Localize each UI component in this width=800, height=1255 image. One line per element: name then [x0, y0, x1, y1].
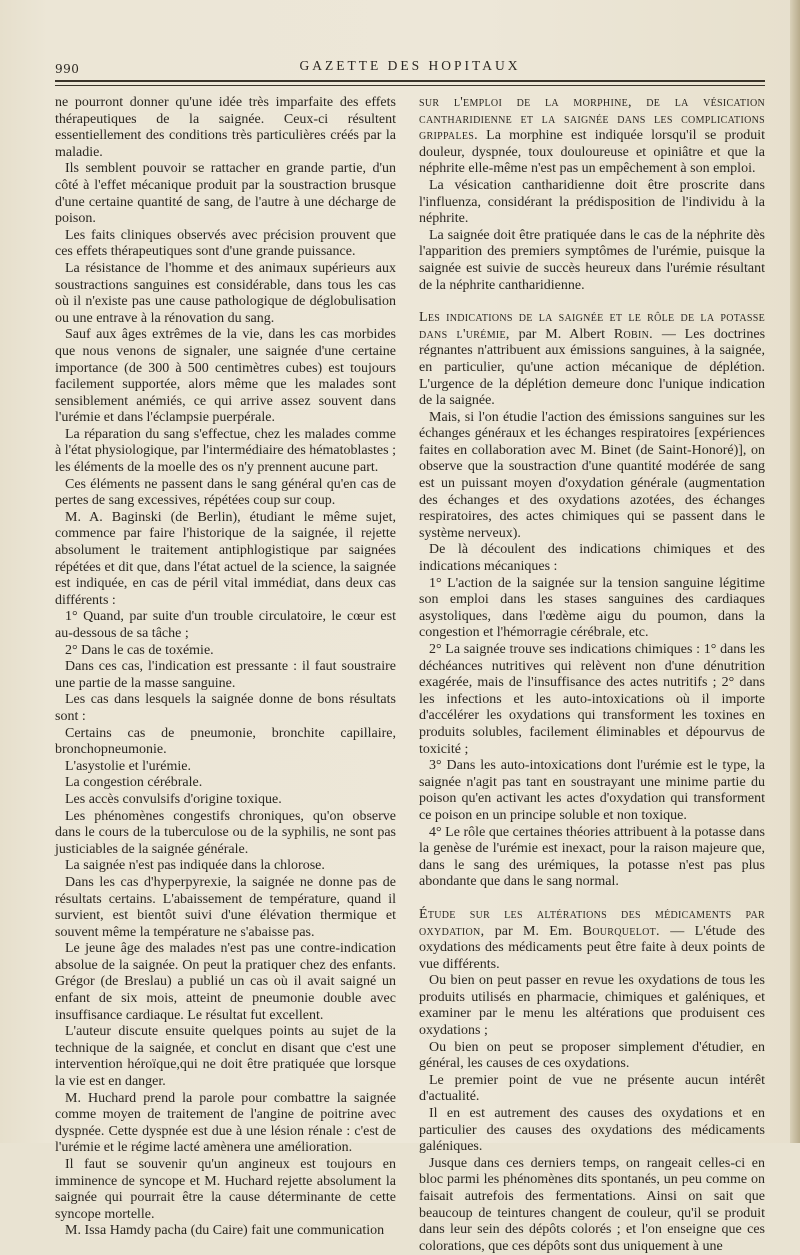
section-opening: [419, 907, 765, 973]
header-rule-thick: [55, 80, 765, 82]
author-name: Bourquelot.: [582, 923, 660, 939]
paragraph: Jusque dans ces derniers temps, on rangeait celles-ci en bloc parmi les phénomènes dits spontanés, un peu comme on faisait autrefois des fermentations. Ainsi on sait que beaucoup de teintures changent de couleur, qu'il se produit dans leur sein des dépôts colorés ; et l'on enseigne que ces colorations, que ces dépôts sont dus uniquement à une: [419, 1155, 765, 1254]
paragraph: Ils semblent pouvoir se rattacher en grande partie, d'un côté à l'effet mécanique produit par la soustraction brusque d'une certaine quantité de sang, de l'autre à une décharge de poison.: [55, 161, 396, 227]
byline-text: par M. Em.: [484, 923, 583, 939]
paragraph: Le premier point de vue ne présente aucun intérêt d'actualité.: [419, 1072, 765, 1105]
section-heading: Les indications de la saignée et le rôle de la potasse dans l'urémie,: [419, 310, 765, 342]
paragraph: 2° Dans le cas de toxémie.: [65, 642, 214, 658]
paragraph: Ces éléments ne passent dans le sang général qu'en cas de pertes de sang excessives, répétées coup sur coup.: [55, 476, 396, 509]
paragraph: Dans les cas d'hyperpyrexie, la saignée ne donne pas de résultats certains. L'abaissement de température, quand il survient, est bientôt suivi d'une élévation thermique et souvent même la température ne s'abaisse pas.: [55, 874, 396, 940]
paragraph: Il faut se souvenir qu'un angineux est toujours en imminence de syncope et M. Huchard rejette absolument la saignée qui pourrait être la cause déterminante de cette syncope mortelle.: [55, 1157, 396, 1222]
section-heading: sur l'emploi de la morphine, de la vésication cantharidienne et la saignée dans les complications grippales.: [419, 95, 765, 144]
running-title: GAZETTE DES HOPITAUX: [299, 58, 521, 73]
paragraph: De là découlent des indications chimiques et des indications mécaniques :: [419, 542, 765, 575]
paragraph: M. Huchard prend la parole pour combattre la saignée comme moyen de traitement de l'angine de poitrine avec dyspnée. Cette dyspnée est due à une lésion rénale : c'est de l'urémie et le régime lacté amènera une amélioration.: [55, 1090, 396, 1156]
paragraph: La résistance de l'homme et des animaux supérieurs aux soustractions sanguines est considérable, dans tous les cas où il n'existe pas une cause pathologique de déglobulisation ou une entrave à la rénovation du sang.: [55, 260, 396, 326]
paragraph: La saignée n'est pas indiquée dans la chlorose.: [65, 858, 325, 874]
author-name: Robin.: [613, 326, 653, 342]
paragraph: Les faits cliniques observés avec précision prouvent que ces effets thérapeutiques sont d'une grande puissance.: [55, 227, 396, 260]
page-edge: [790, 0, 800, 1143]
header-rule-thin: [55, 85, 765, 86]
page-header: [55, 58, 765, 80]
byline-text: par M. Albert: [509, 326, 614, 342]
paragraph: L'asystolie et l'urémie.: [65, 758, 191, 774]
paragraph: Dans ces cas, l'indication est pressante : il faut soustraire une partie de la masse sanguine.: [55, 659, 396, 691]
paragraph: Le jeune âge des malades n'est pas une contre-indication absolue de la saignée. On peut la pratiquer chez des enfants. Grégor (de Breslau) a publié un cas où il avait saigné un enfant de six mois, atteint de pneumonie double avec insuffisance cardiaque. Le résultat fut excellent.: [55, 941, 396, 1023]
paragraph: M. Issa Hamdy pacha (du Caire) fait une communication: [65, 1223, 385, 1239]
paragraph: 2° La saignée trouve ses indications chimiques : 1° dans les déchéances nutritives qui relèvent non d'une dénutrition exagérée, mais de l'insuffisance des actes nutritifs ; 2° dans les infections et les auto-intoxications où il importe d'accélérer les oxydations qui transforment les toxines en produits solubles, facilement éliminables et dépourvus de toxicité ;: [419, 642, 765, 757]
paragraph: M. A. Baginski (de Berlin), étudiant le même sujet, commence par faire l'historique de la saignée, il rejette absolument le traitement antiphlogistique par saignées répétées et dit que, dans l'état actuel de la science, la saignée est indiquée, en cas de péril vital immédiat, dans deux cas différents :: [55, 509, 396, 608]
paragraph: Sauf aux âges extrêmes de la vie, dans les cas morbides que nous venons de signaler, une saignée d'une certaine importance (de 300 à 500 centimètres cubes) est toujours facilement supportée, alors même que les malades sont sensiblement anémiés, ce qui arrive assez souvent dans l'urémie et dans l'éclampsie puerpérale.: [55, 327, 396, 426]
paragraph-text: — Les doctrines régnantes n'attribuent aux émissions sanguines, à la saignée, en particulier, qu'une action mécanique de déplétion. L'urgence de la déplétion demeure donc l'unique indication de la saignée.: [419, 326, 766, 409]
paragraph: La congestion cérébrale.: [65, 775, 203, 791]
paragraph-text: La morphine est indiquée lorsqu'il se produit douleur, dyspnée, toux douloureuse et opiniâtre et que la néphrite elle-même n'est pas un empêchement à son emploi.: [419, 128, 765, 177]
section-opening: [419, 310, 765, 410]
paragraph: Les accès convulsifs d'origine toxique.: [65, 791, 282, 807]
paragraph: Ou bien on peut passer en revue les oxydations de tous les produits utilisés en pharmacie, chimiques et galéniques, et examiner par le menu les altérations que produisent ces oxydations ;: [419, 973, 765, 1039]
paragraph: La réparation du sang s'effectue, chez les malades comme à l'état physiologique, par l'intermédiaire des hématoblastes ; les éléments de la moelle des os n'y prennent aucune part.: [55, 426, 396, 476]
paragraph: 4° Le rôle que certaines théories attribuent à la potasse dans la genèse de l'urémie est inexact, pour la raison majeure que, dans le sang des urémiques, la potasse n'est pas plus abondante que dans le sang normal.: [419, 824, 765, 890]
paragraph: 1° Quand, par suite d'un trouble circulatoire, le cœur est au-dessous de sa tâche ;: [55, 609, 396, 641]
paragraph: [419, 95, 765, 178]
paragraph: Il en est autrement des causes des oxydations et en particulier des causes des oxydations des médicaments galéniques.: [419, 1106, 765, 1155]
paragraph: L'auteur discute ensuite quelques points au sujet de la technique de la saignée, et conclut en disant que c'est une intervention héroïque,qui ne doit être pratiquée que lorsque la vie est en danger.: [55, 1024, 396, 1090]
paragraph: 1° L'action de la saignée sur la tension sanguine légitime son emploi dans les stases sanguines des cardiaques asystoliques, dans l'œdème aigu du poumon, dans la congestion et l'hémorragie cérébrale, etc.: [419, 575, 765, 641]
paragraph: Les cas dans lesquels la saignée donne de bons résultats sont :: [55, 692, 396, 724]
page-number: 990: [55, 62, 80, 76]
paragraph: Mais, si l'on étudie l'action des émissions sanguines sur les échanges généraux et les échanges respiratoires [expériences faites en collaboration avec M. Binet (de Saint-Honoré)], on observe que la soustraction d'une quantité modérée de sang est un puissant moyen d'oxydation générale (augmentation des échanges et des oxydations azotées, des échanges respiratoires, des actes chimiques qui se passent dans le système nerveux).: [419, 409, 765, 541]
left-column: [55, 95, 396, 1239]
paragraph: Les phénomènes congestifs chroniques, qu'on observe dans le cours de la tuberculose ou de la syphilis, ne sont pas justiciables de la saignée générale.: [55, 808, 396, 857]
paragraph-text: — L'étude des oxydations des médicaments peut être faite à deux points de vue différents.: [419, 923, 765, 972]
paragraph: La vésication cantharidienne doit être proscrite dans l'influenza, considérant la prédisposition de l'individu à la néphrite.: [419, 177, 765, 227]
paragraph: Ou bien on peut se proposer simplement d'étudier, en général, les causes de ces oxydations.: [419, 1039, 765, 1072]
paragraph: ne pourront donner qu'une idée très imparfaite des effets thérapeutiques de la saignée. Ceux-ci résultent essentiellement des conditions très particulières créés par la maladie.: [55, 95, 396, 160]
paragraph: Certains cas de pneumonie, bronchite capillaire, bronchopneumonie.: [55, 725, 396, 758]
paragraph: 3° Dans les auto-intoxications dont l'urémie est le type, la saignée n'agit pas tant en soustrayant une minime partie du poison qu'en activant les actes d'oxydation qui transforment ce poison en un principe soluble et non toxique.: [419, 758, 765, 823]
right-column: [419, 95, 766, 1254]
section-heading: Étude sur les altérations des médicaments par oxydation,: [419, 906, 765, 939]
paragraph: La saignée doit être pratiquée dans le cas de la néphrite dès l'apparition des premiers symptômes de l'urémie, puisque la saignée est suivie de succès heureux dans l'urémie résultant de la néphrite cantharidienne.: [419, 227, 765, 293]
